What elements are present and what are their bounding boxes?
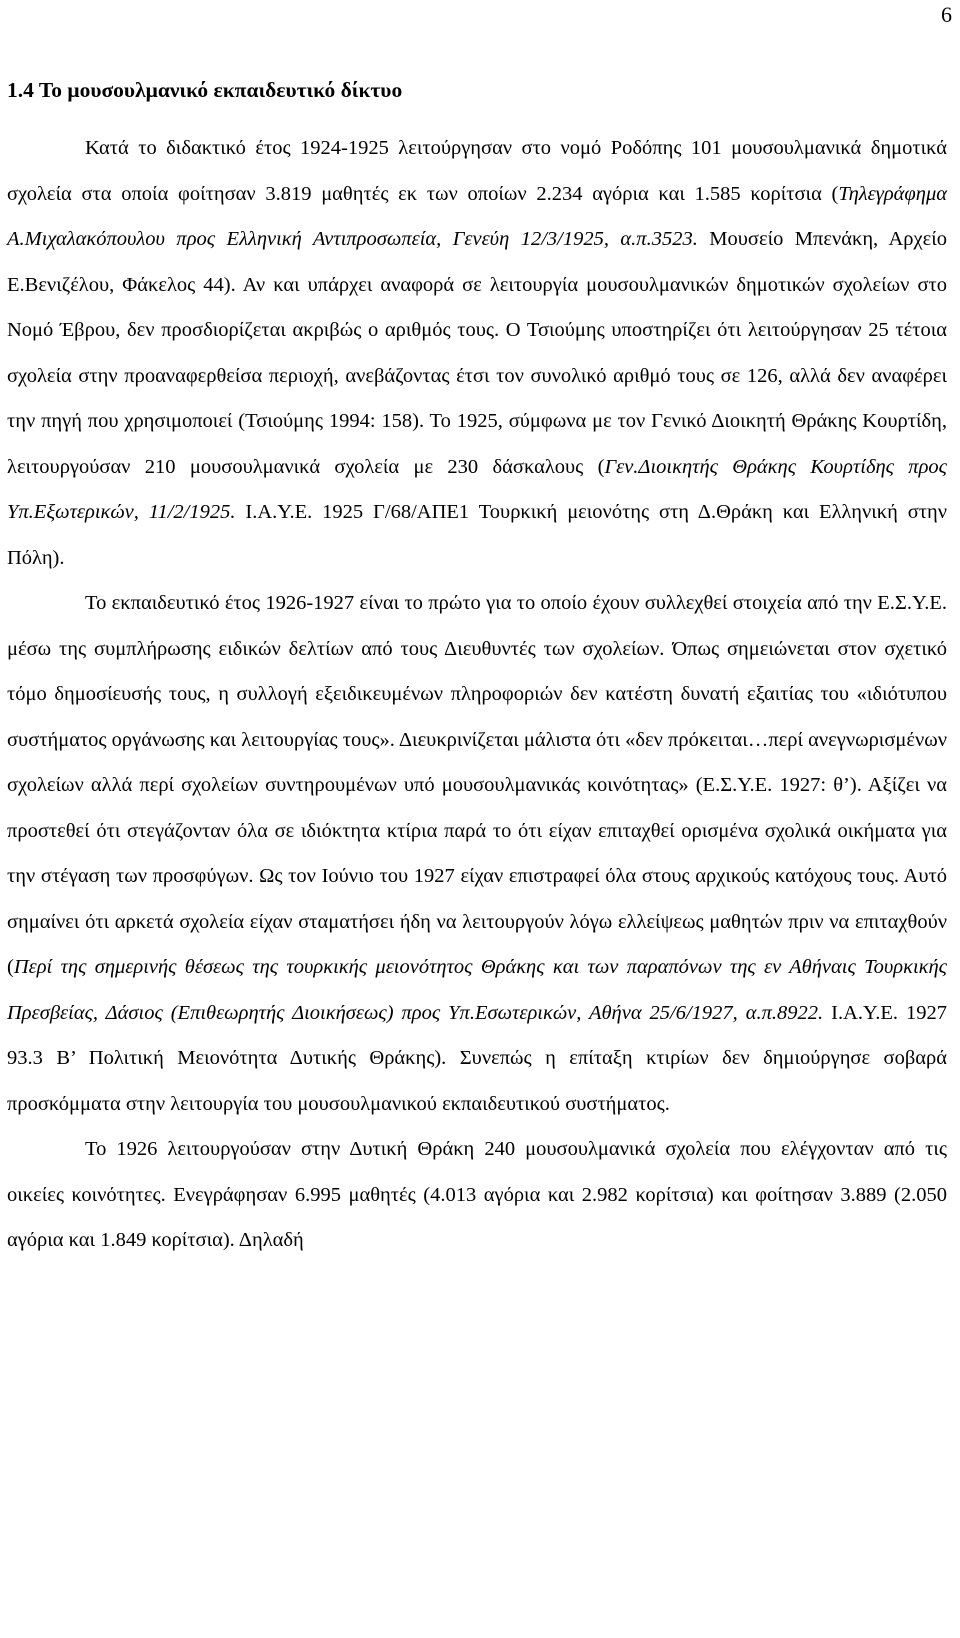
document-body [7,64,947,1264]
paragraph-1-text-3: Ι.Α.Υ.Ε. 1925 Γ/68/ΑΠΕ1 Τουρκική μειονότης στη Δ.Θράκη και Ελληνική στην Πόλη). [7,501,947,569]
paragraph-1-text: Κατά το διδακτικό έτος 1924-1925 λειτούργησαν στο νομό Ροδόπης 101 μουσουλμανικά δημοτικά σχολεία στα οποία φοίτησαν 3.819 μαθητές εκ των οποίων 2.234 αγόρια και 1.585 κορίτσια ( [7,137,947,205]
paragraph-2-text: Το εκπαιδευτικό έτος 1926-1927 είναι το πρώτο για το οποίο έχουν συλλεχθεί στοιχεία από την Ε.Σ.Υ.Ε. μέσω της συμπλήρωσης ειδικών δελτίων από τους Διευθυντές των σχολείων. Όπως σημειώνεται στον σχετικό τόμο δημοσίευσής τους, η συλλογή εξειδικευμένων πληροφοριών δεν κατέστη δυνατή εξαιτίας του «ιδιότυπου συστήματος οργάνωσης και λειτουργίας τους». Διευκρινίζεται μάλιστα ότι «δεν πρόκειται…περί ανεγνωρισμένων σχολείων αλλά περί σχολείων συντηρουμένων υπό μουσουλμανικάς κοινότητας» (Ε.Σ.Υ.Ε. 1927: θ’). Αξίζει να προστεθεί ότι στεγάζονταν όλα σε ιδιόκτητα κτίρια παρά το ότι είχαν επιταχθεί ορισμένα σχολικά οικήματα για την στέγαση των προσφύγων. Ως τον Ιούνιο του 1927 είχαν επιστραφεί όλα στους αρχικούς κατόχους τους. Αυτό σημαίνει ότι αρκετά σχολεία είχαν σταματήσει ήδη να λειτουργούν λόγω ελλείψεως μαθητών πριν να επιταχθούν ( [7,592,948,978]
paragraph-1 [7,126,947,581]
citation-telegram: Τηλεγράφημα Α.Μιχαλακόπουλου προς Ελληνική Αντιπροσωπεία, Γενεύη 12/3/1925, α.π.3523. [7,182,947,250]
page-number: 6 [941,2,952,27]
paragraph-2 [7,581,947,1127]
paragraph-2-text-2: Ι.Α.Υ.Ε. 1927 93.3 Β’ Πολιτική Μειονότητα Δυτικής Θράκης). Συνεπώς η επίταξη κτιρίων δεν δημιούργησε σοβαρά προσκόμματα στην λειτουργία του μουσουλμανικού εκπαιδευτικού συστήματος. [7,1001,947,1115]
paragraph-3-text: Το 1926 λειτουργούσαν στην Δυτική Θράκη 240 μουσουλμανικά σχολεία που ελέγχονταν από τις οικείες κοινότητες. Ενεγράφησαν 6.995 μαθητές (4.013 αγόρια και 2.982 κορίτσια) και φοίτησαν 3.889 (2.050 αγόρια και 1.849 κορίτσια). Δηλαδή [7,1138,947,1251]
paragraph-3 [7,1127,947,1264]
citation-report: Περί της σημερινής θέσεως της τουρκικής μειονότητος Θράκης και των παραπόνων της εν Αθήναις Τουρκικής Πρεσβείας, Δάσιος (Επιθεωρητής Διοικήσεως) προς Υπ.Εσωτερικών, Αθήνα 25/6/1927, α.π.8922. [7,956,947,1024]
citation-governor: Γεν.Διοικητής Θράκης Κουρτίδης προς Υπ.Εξωτερικών, 11/2/1925. [7,455,947,523]
section-heading: 1.4 Το μουσουλμανικό εκπαιδευτικό δίκτυο [7,78,403,102]
paragraph-1-text-2: Μουσείο Μπενάκη, Αρχείο Ε.Βενιζέλου, Φάκελος 44). Αν και υπάρχει αναφορά σε λειτουργία μουσουλμανικών δημοτικών σχολείων στο Νομό Έβρου, δεν προσδιορίζεται ακριβώς ο αριθμός τους. Ο Τσιούμης υποστηρίζει ότι λειτούργησαν 25 τέτοια σχολεία στην προαναφερθείσα περιοχή, ανεβάζοντας έτσι τον συνολικό αριθμό τους σε 126, αλλά δεν αναφέρει την πηγή που χρησιμοποιεί (Τσιούμης 1994: 158). Το 1925, σύμφωνα με τον Γενικό Διοικητή Θράκης Κουρτίδη, λειτουργούσαν 210 μουσουλμανικά σχολεία με 230 δάσκαλους ( [7,228,947,478]
